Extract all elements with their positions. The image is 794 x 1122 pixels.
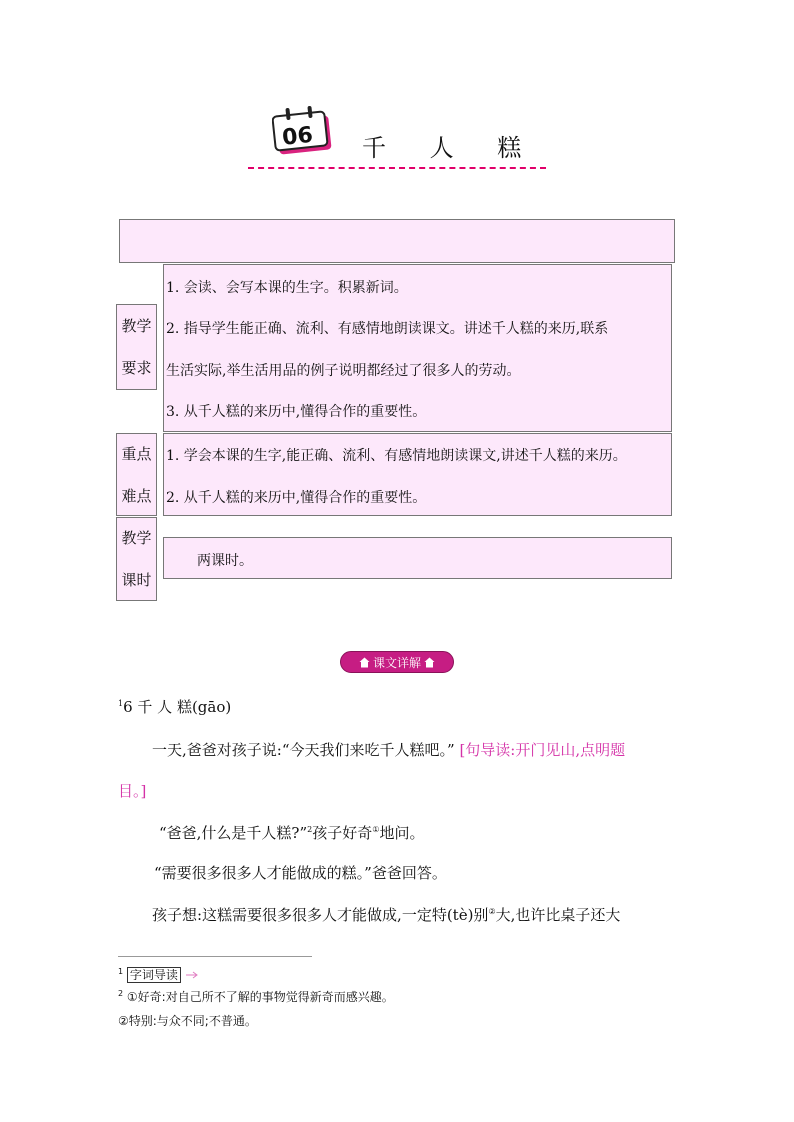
footnote-marker: 2 [307, 825, 313, 834]
paragraph: “需要很多很多人才能做成的糕。”爸爸回答。 [154, 864, 447, 882]
lesson-title: 千 人 糕 [362, 134, 540, 162]
vocab-guide-label: 字词导读 [127, 967, 181, 983]
footnote-marker: 2 [118, 989, 124, 998]
goals-cell [163, 264, 672, 432]
goal-item: 3. 从千人糕的来历中,懂得合作的重要性。 [166, 404, 427, 420]
key-label-line1: 重点 [121, 444, 152, 463]
goal-item: 1. 会读、会写本课的生字。积累新词。 [166, 280, 408, 296]
calendar-icon [272, 106, 334, 156]
table-banner [119, 219, 675, 263]
footnote-2 [118, 988, 394, 1005]
paragraph-text: 孩子想:这糕需要很多很多人才能做成,一定特(tè)别 [152, 906, 489, 924]
goals-label-line2: 要求 [121, 359, 152, 377]
paragraph-text: 孩子好奇 [312, 824, 373, 842]
section-heading-label: 课文详解 [372, 655, 421, 670]
paragraph-text: 一天,爸爸对孩子说:“今天我们来吃千人糕吧。” [152, 741, 455, 759]
reading-annotation: [句导读:开门见山,点明题 [459, 741, 626, 759]
footnote-text: ①好奇:对自己所不了解的事物觉得新奇而感兴趣。 [126, 990, 394, 1004]
hours-label-line1: 教学 [121, 529, 152, 547]
paragraph-text: 地问。 [379, 824, 425, 842]
goals-label [116, 304, 157, 390]
key-points-cell [163, 433, 672, 516]
paragraph [152, 739, 625, 760]
paragraph-text: “爸爸,什么是千人糕?” [159, 824, 308, 842]
key-point-item: 1. 学会本课的生字,能正确、流利、有感情地朗读课文,讲述千人糕的来历。 [166, 448, 627, 464]
footnote-3: ②特别:与众不同;不普通。 [118, 1014, 257, 1028]
key-points-label [116, 433, 157, 516]
text-heading [118, 696, 231, 717]
goals-label-line1: 教学 [121, 317, 152, 335]
key-point-item: 2. 从千人糕的来历中,懂得合作的重要性。 [166, 490, 427, 506]
hours-label-line2: 课时 [121, 571, 152, 589]
goal-item: 生活实际,举生活用品的例子说明都经过了很多人的劳动。 [166, 363, 521, 379]
goal-item: 2. 指导学生能正确、流利、有感情地朗读课文。讲述千人糕的来历,联系 [166, 321, 609, 337]
footnote-divider [118, 956, 312, 957]
key-label-line2: 难点 [121, 486, 152, 505]
footnote-marker: ① [372, 825, 380, 834]
house-icon [424, 657, 435, 668]
lesson-number-badge [272, 106, 334, 156]
lesson-number: 06 [281, 122, 315, 151]
hours-value: 两课时。 [197, 553, 253, 569]
paragraph [152, 904, 620, 925]
house-icon [359, 657, 370, 668]
text-heading-title: 6 千 人 糕(gāo) [123, 698, 232, 716]
section-heading-pill [340, 651, 454, 673]
reading-annotation: 目。] [118, 782, 147, 800]
paragraph-text: 大,也许比桌子还大 [495, 906, 621, 924]
footnote-marker: ② [488, 907, 496, 916]
hours-cell [163, 537, 672, 579]
footnote-marker: 1 [118, 699, 124, 708]
paragraph [159, 822, 424, 843]
title-divider [248, 167, 546, 169]
footnote-marker: 1 [118, 967, 124, 976]
pointing-hand-icon [185, 971, 199, 979]
hours-label [116, 517, 157, 601]
footnote-1 [118, 966, 199, 983]
